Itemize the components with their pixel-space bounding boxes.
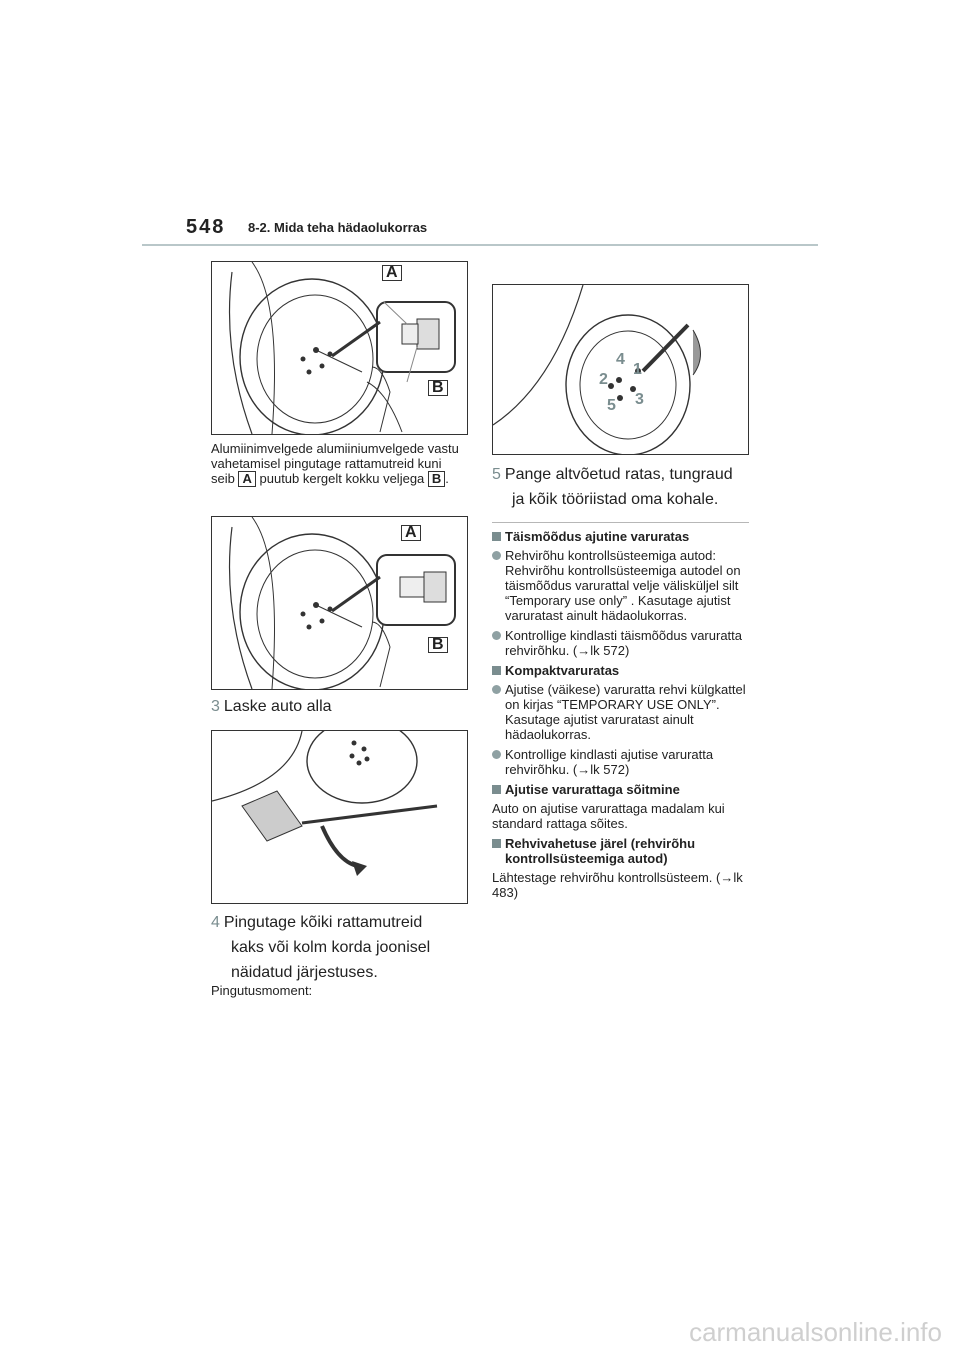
step-text: näidatud järjestuses. xyxy=(231,964,378,981)
step-5 xyxy=(492,462,733,512)
sequence-number: 2 xyxy=(599,371,608,388)
dot-bullet-icon xyxy=(492,551,501,560)
step-3 xyxy=(211,694,332,719)
section-divider xyxy=(492,522,749,523)
step-number: 3 xyxy=(211,698,220,715)
note-item: Kontrollige kindlasti ajutise varuratta rehvirõhku. (→lk 572) xyxy=(492,747,749,777)
step-text: Laske auto alla xyxy=(223,698,332,715)
wheel-sequence-illustration xyxy=(493,285,748,454)
figure-label-a: A xyxy=(401,525,421,541)
note-item: Kontrollige kindlasti täismõõdus varuratta rehvirõhku. (→lk 572) xyxy=(492,628,749,658)
jack-illustration xyxy=(212,731,467,903)
figure-label-b: B xyxy=(428,380,448,396)
caption-text: puutub kergelt kokku veljega xyxy=(259,471,425,486)
square-bullet-icon xyxy=(492,666,501,675)
step-text: ja kõik tööriistad oma kohale. xyxy=(512,491,719,508)
sequence-number: 3 xyxy=(635,391,644,408)
note-item: Ajutise (väikese) varuratta rehvi külgkattel on kirjas “TEMPORARY USE ONLY”. Kasutage ajutist varuratast ainult hädaolukorras. xyxy=(492,682,749,742)
figure-lug-nut-tightened xyxy=(211,516,468,690)
figure-lug-nut-washer xyxy=(211,261,468,435)
figure-label-a: A xyxy=(382,265,402,281)
wheel-illustration xyxy=(212,517,467,689)
caption-label-a: A xyxy=(238,471,255,487)
step-4 xyxy=(211,910,430,985)
figure-label-b: B xyxy=(428,637,448,653)
note-paragraph: Auto on ajutise varurattaga madalam kui standard rattaga sõites. xyxy=(492,801,725,831)
section-title: 8-2. Mida teha hädaolukorras xyxy=(248,220,428,235)
figure-lower-car xyxy=(211,730,468,904)
caption-text: Alumiinimvelgede alumiiniumvelgede vastu vahetamisel pingutage rattamutreid kuni seib xyxy=(211,441,459,486)
step-text: kaks või kolm korda joonisel xyxy=(231,939,431,956)
dot-bullet-icon xyxy=(492,631,501,640)
step-text: Pingutage kõiki rattamutreid xyxy=(223,914,423,931)
header-rule xyxy=(142,244,818,246)
dot-bullet-icon xyxy=(492,750,501,759)
page-number: 548 xyxy=(186,216,226,238)
notes-section xyxy=(492,529,749,900)
sequence-number: 4 xyxy=(616,351,625,368)
note-paragraph: Lähtestage rehvirõhu kontrollsüsteem. (→lk 483) xyxy=(492,870,743,900)
square-bullet-icon xyxy=(492,785,501,794)
step-text: Pange altvõetud ratas, tungraud xyxy=(504,466,733,483)
torque-label: Pingutusmoment: xyxy=(211,983,313,998)
wheel-illustration xyxy=(212,262,467,434)
caption-text: . xyxy=(445,471,449,486)
note-item: Rehvirõhu kontrollsüsteemiga autod: Rehvirõhu kontrollsüsteemiga autodel on täismõõdus varurattal velje välisküljel silt “Temporary use only” . Kasutage ajutist varuratast ainult hädaolukorras. xyxy=(492,548,749,623)
note-heading: Täismõõdus ajutine varuratas xyxy=(492,529,749,544)
note-heading: Kompaktvaruratas xyxy=(492,663,749,678)
note-heading: Rehvivahetuse järel (rehvirõhu kontrollsüsteemiga autod) xyxy=(492,836,749,866)
note-heading: Ajutise varurattaga sõitmine xyxy=(492,782,749,797)
caption-label-b: B xyxy=(428,471,445,487)
watermark: carmanualsonline.info xyxy=(689,1317,942,1347)
square-bullet-icon xyxy=(492,839,501,848)
figure-tightening-order xyxy=(492,284,749,455)
square-bullet-icon xyxy=(492,532,501,541)
step-number: 5 xyxy=(492,466,501,483)
step-number: 4 xyxy=(211,914,220,931)
sequence-number: 1 xyxy=(633,361,642,378)
dot-bullet-icon xyxy=(492,685,501,694)
figure-caption xyxy=(211,441,468,487)
sequence-number: 5 xyxy=(607,397,616,414)
